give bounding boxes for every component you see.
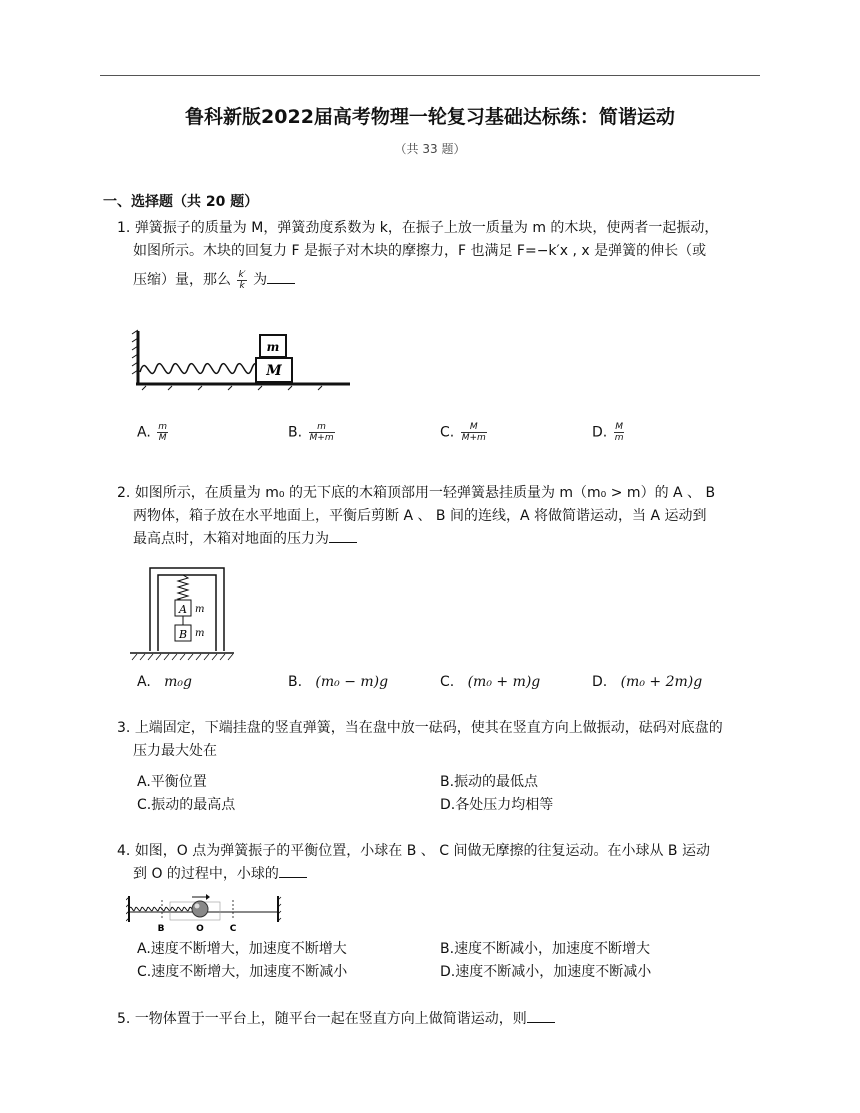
option-b[interactable]: B.振动的最低点: [440, 774, 539, 790]
page-subtitle: （共 33 题）: [394, 142, 466, 156]
question-line: 为: [253, 272, 268, 288]
header-rule: [100, 75, 760, 76]
block-a-label: A: [179, 603, 187, 616]
option-b[interactable]: B.速度不断减小，加速度不断增大: [440, 941, 651, 957]
ratio-fraction: $\frac{k'}{k}$: [238, 269, 246, 291]
question-line: 到 O 的过程中，小球的: [133, 866, 279, 882]
figure-spring-block: [128, 326, 354, 392]
point-b-label: B: [157, 924, 165, 932]
point-o-label: O: [196, 924, 204, 932]
question-2: [117, 482, 767, 551]
question-line: 最高点时，木箱对地面的压力为: [133, 531, 329, 547]
option-a[interactable]: A. m₀g: [137, 674, 192, 690]
option-d[interactable]: D. (m₀ + 2m)g: [592, 674, 703, 690]
option-d[interactable]: D. $\frac{M}{m}$: [592, 422, 624, 443]
page-title: 鲁科新版2022届高考物理一轮复习基础达标练：简谐运动: [185, 106, 675, 128]
question-line: 压力最大处在: [133, 743, 217, 759]
question-line: 如图所示。木块的回复力 F 是振子对木块的摩擦力，F 也满足 F=−k′x , x 是弹簧的伸长（或: [133, 243, 707, 259]
option-a[interactable]: A.平衡位置: [137, 774, 207, 790]
question-number: 2.: [117, 485, 131, 501]
option-c[interactable]: C.振动的最高点: [137, 797, 236, 813]
answer-blank: [329, 530, 357, 543]
option-c[interactable]: C. (m₀ + m)g: [440, 674, 541, 690]
figure-box-spring: [128, 565, 236, 661]
question-3: [117, 717, 767, 763]
option-a[interactable]: A.速度不断增大，加速度不断增大: [137, 941, 347, 957]
question-5: [117, 1008, 767, 1031]
question-number: 5.: [117, 1011, 131, 1027]
question-4: [117, 840, 767, 886]
question-line: 上端固定，下端挂盘的竖直弹簧，当在盘中放一砝码，使其在竖直方向上做振动，砝码对底盘的: [134, 720, 723, 736]
mass-b-label: m: [195, 628, 205, 639]
option-d[interactable]: D.速度不断减小，加速度不断减小: [440, 964, 652, 980]
question-line: 一物体置于一平台上，随平台一起在竖直方向上做简谐运动，则: [134, 1011, 527, 1027]
question-number: 3.: [117, 720, 131, 736]
block-big-label: M: [266, 363, 282, 379]
option-a[interactable]: A. $\frac{m}{M}$: [137, 422, 168, 443]
block-b-label: B: [178, 628, 188, 641]
option-c[interactable]: C. $\frac{M}{M+m}$: [440, 422, 486, 443]
answer-blank: [279, 865, 307, 878]
question-line: 弹簧振子的质量为 M，弹簧劲度系数为 k，在振子上放一质量为 m 的木块，使两者一起振动，: [134, 220, 719, 236]
question-line: 如图，O 点为弹簧振子的平衡位置，小球在 B 、 C 间做无摩擦的往复运动。在小球从 B 运动: [134, 843, 710, 859]
question-line: 如图所示，在质量为 m₀ 的无下底的木箱顶部用一轻弹簧悬挂质量为 m（m₀ > m）的 A 、 B: [134, 485, 716, 501]
option-d[interactable]: D.各处压力均相等: [440, 797, 554, 813]
mass-a-label: m: [195, 604, 205, 615]
section-heading: 一、选择题（共 20 题）: [103, 194, 259, 210]
question-number: 4.: [117, 843, 131, 859]
point-c-label: C: [229, 924, 237, 932]
question-number: 1.: [117, 220, 131, 236]
question-line: 压缩）量，那么: [133, 272, 231, 288]
answer-blank: [527, 1010, 555, 1023]
question-line: 两物体，箱子放在水平地面上，平衡后剪断 A 、 B 间的连线，A 将做简谐运动，当 A 运动到: [133, 508, 707, 524]
figure-spring-ball: [126, 890, 282, 932]
option-c[interactable]: C.速度不断增大，加速度不断减小: [137, 964, 348, 980]
option-b[interactable]: B. $\frac{m}{M+m}$: [288, 422, 334, 443]
block-small-label: m: [266, 340, 280, 354]
answer-blank: [267, 271, 295, 284]
question-1: [117, 217, 767, 292]
option-b[interactable]: B. (m₀ − m)g: [288, 674, 389, 690]
